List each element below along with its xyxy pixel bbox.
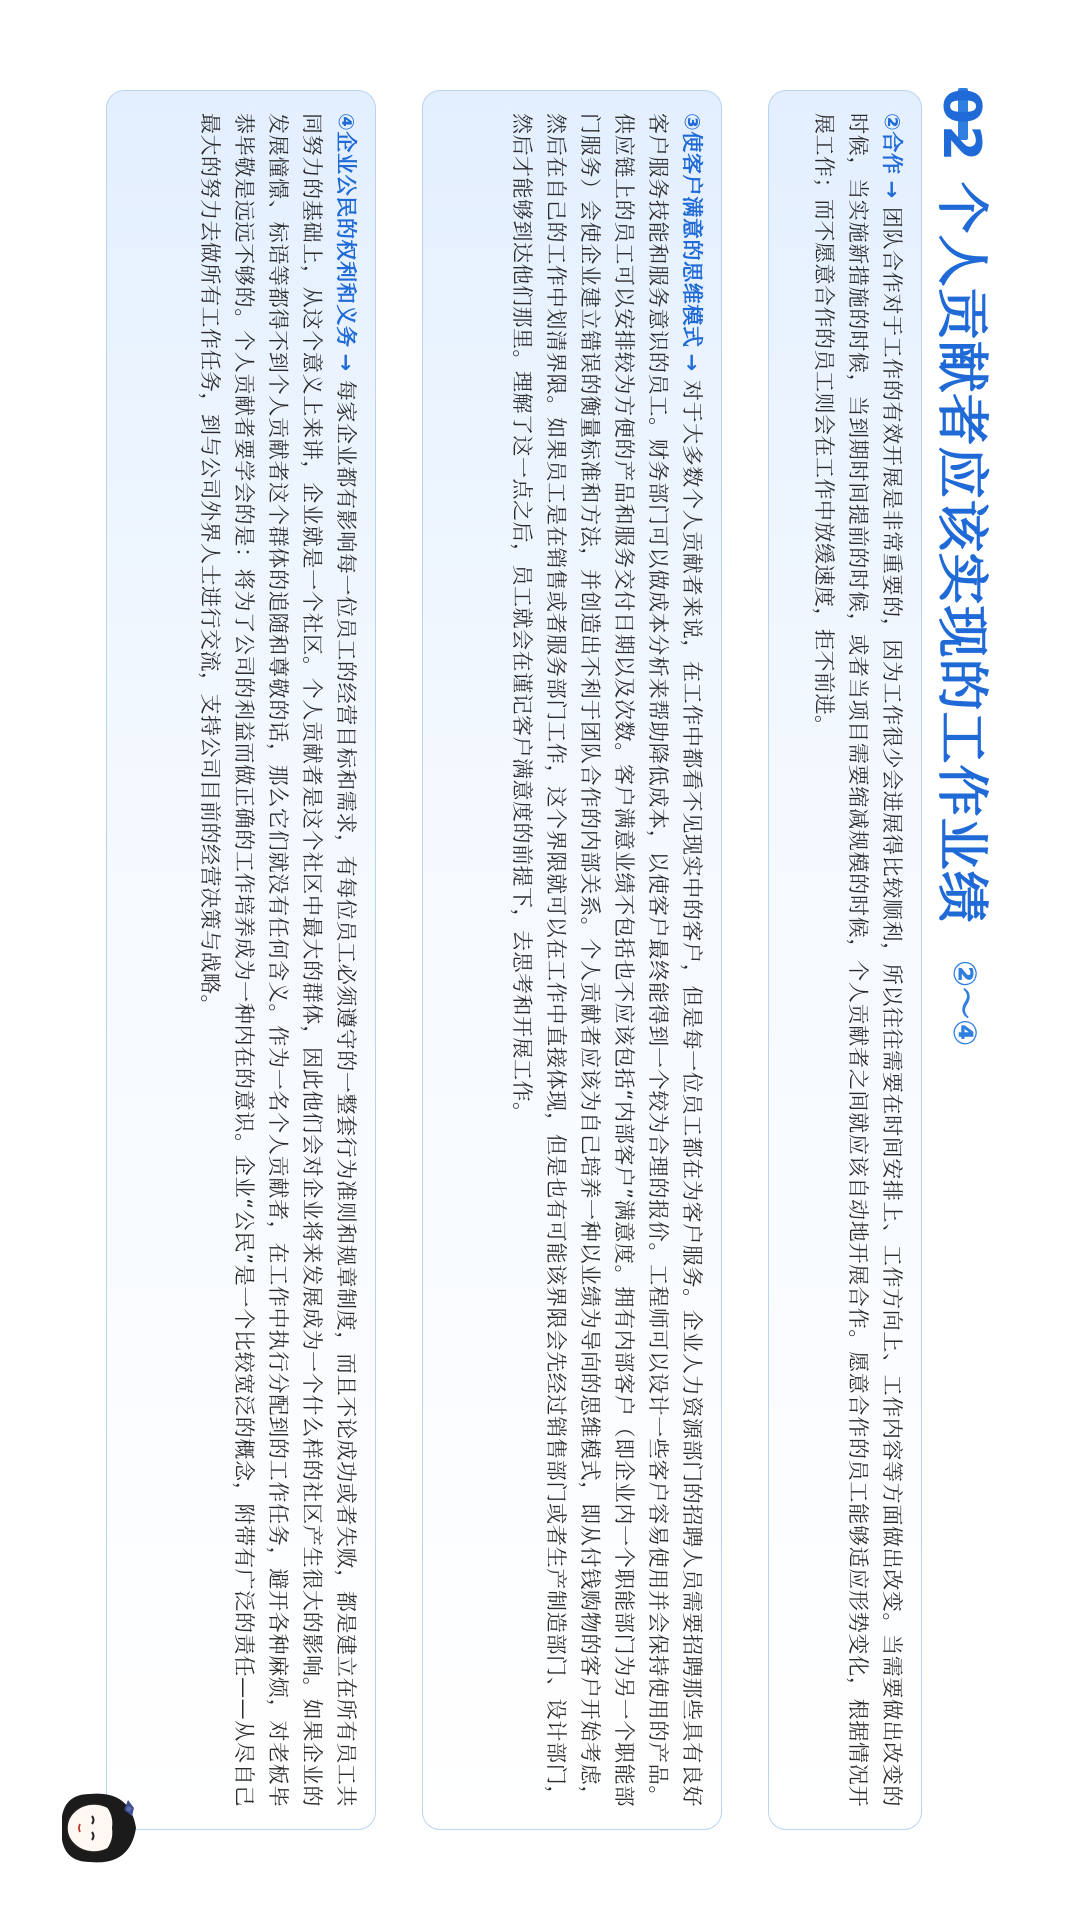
section-card-corporate-citizenship bbox=[106, 90, 376, 1830]
arrow-icon: → bbox=[880, 180, 904, 199]
section-paragraph bbox=[193, 113, 363, 1807]
title-range-label: ②～④ bbox=[946, 960, 984, 1047]
section-body: 团队合作对于工作的有效开展是非常重要的，因为工作很少会进展得比较顺利，所以往往需要在时间安排上、工作方向上、工作内容等方面做出改变。当需要做出改变的时候，当实施新措施的时候，当到期时间提前的时候，或者当项目需要缩减规模的时候，个人贡献者之间就应该自动地开展合作。愿意合作的员工能够适应形势变化，根据情况开展工作；而不愿意合作的员工则会在工作中放缓速度，拒不前进。 bbox=[812, 113, 904, 1807]
section-paragraph bbox=[807, 113, 909, 1807]
arrow-icon: → bbox=[680, 353, 704, 372]
section-card-cooperation bbox=[768, 90, 922, 1830]
section-paragraph bbox=[505, 113, 709, 1807]
section-body: 对于大多数个人贡献者来说，在工作中都看不见现实中的客户，但是每一位员工都在为客户服务。企业人力资源部门的招聘人员需要招聘那些具有良好客户服务技能和服务意识的员工。财务部门可以做成本分析来帮助降低成本，以使客户最终能得到一个较为合理的报价。工程师可以设计一些客户容易使用并会保持使用的产品。供应链上的员工可以安排较为方便的产品和服务交付日期以及次数。客户满意业绩不包括也不应该包括“内部客户”满意度。拥有内部客户（即企业内一个职能部门为另一个职能部门服务）会使企业建立错误的衡量标准和方法，并创造出不利于团队合作的内部关系。个人贡献者应该为自己培养一种以业绩为导向的思维模式，即从付钱购物的客户开始考虑，然后在自己的工作中划清界限。如果员工是在销售或者服务部门工作，这个界限就可以在工作中直接体现，但是也有可能该界限会先经过销售部门或者生产制造部门、设计部门，然后才能够到达他们那里。理解了这一点之后，员工就会在谨记客户满意度的前提下，去思考和开展工作。 bbox=[510, 113, 704, 1807]
cartoon-girl-avatar-icon bbox=[54, 1780, 150, 1876]
section-body: 每家企业都有影响每一位员工的经营目标和需求，有每位员工必须遵守的一整套行为准则和规章制度，而且不论成功或者失败，都是建立在所有员工共同努力的基础上，从这个意义上来讲，企业就是一个社区。个人贡献者是这个社区中最大的群体，因此他们会对企业将来发展成为一个什么样的社区产生很大的影响。如果企业的发展憧憬、标语等都得不到个人贡献者这个群体的追随和尊敬的话，那么它们就没有任何含义。作为一名个人贡献者，在工作中执行分配到的工作任务，避开各种麻烦，对老板毕恭毕敬是远远不够的。个人贡献者要学会的是：将为了公司的利益而做正确的工作培养成为一种内在的意识。企业“公民”是一个比较宽泛的概念，附带有广泛的责任——从尽自己最大的努力去做所有工作任务，到与公司外界人士进行交流，支持公司目前的经营决策与战略。 bbox=[198, 113, 358, 1807]
section-heading: ③使客户满意的思维模式 bbox=[680, 113, 704, 348]
arrow-icon: → bbox=[334, 353, 358, 372]
page-title: 02 个人贡献者应该实现的工作业绩 bbox=[931, 88, 991, 924]
section-heading: ②合作 bbox=[880, 113, 904, 175]
section-card-customer-mindset bbox=[422, 90, 722, 1830]
section-heading: ④企业公民的权利和义务 bbox=[334, 113, 358, 348]
